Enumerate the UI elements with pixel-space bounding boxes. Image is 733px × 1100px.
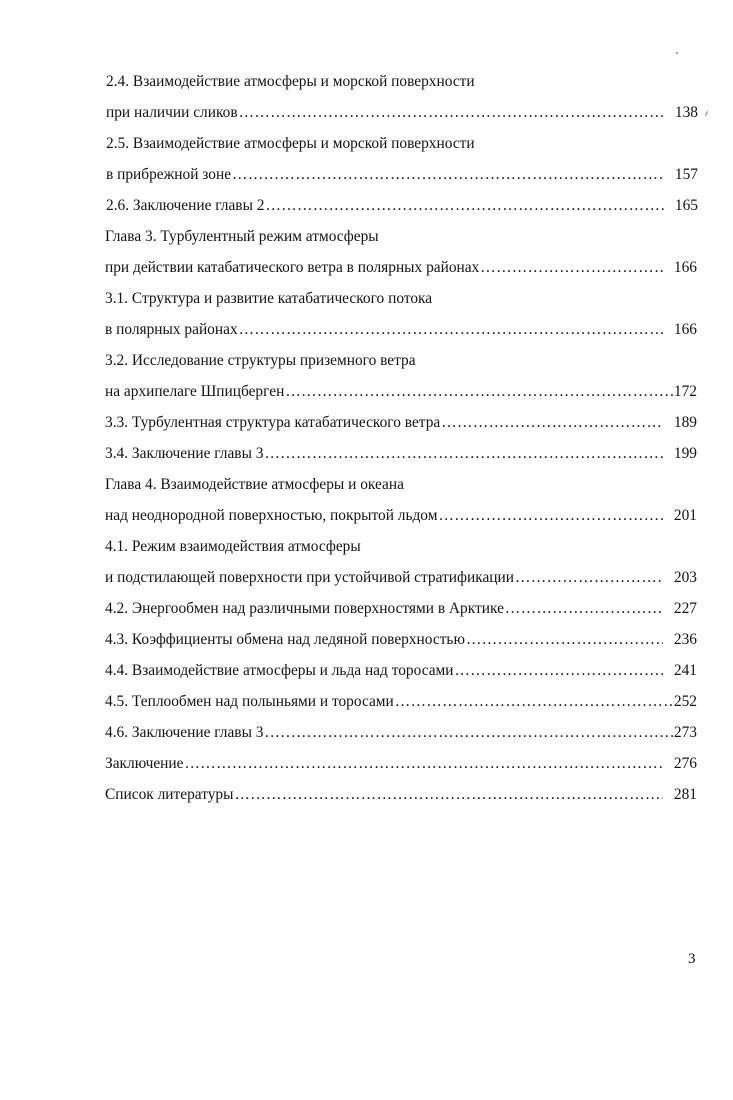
- toc-entry-title: 4.5. Теплообмен над полыньями и торосами: [105, 693, 394, 710]
- leader-dots: [441, 407, 663, 438]
- toc-entry-title: 4.2. Энергообмен над различными поверхностями в Арктике: [105, 600, 504, 617]
- toc-page-number: 281: [673, 786, 697, 803]
- leader-dots: [505, 593, 663, 624]
- toc-page-number: 138: [674, 104, 698, 121]
- toc-entry-title: 3.4. Заключение главы 3: [105, 445, 264, 462]
- toc-entry-title: 4.3. Коэффициенты обмена над ледяной поверхностью: [105, 631, 465, 648]
- toc-page-number: 157: [674, 166, 698, 183]
- scan-speck: [705, 111, 708, 116]
- toc-entry-title: 4.6. Заключение главы 3: [105, 724, 264, 741]
- toc-entry: [105, 779, 697, 810]
- toc-heading: [105, 221, 697, 252]
- leader-dots: [239, 97, 664, 128]
- toc-entry: [105, 686, 697, 717]
- leader-dots: [234, 779, 663, 810]
- toc-heading: [105, 345, 697, 376]
- leader-dots: [232, 159, 664, 190]
- toc-entry: [105, 562, 697, 593]
- toc-entry-title: 2.5. Взаимодействие атмосферы и морской поверхности: [106, 135, 475, 152]
- toc-page-number: 199: [673, 445, 697, 462]
- toc-entry: [105, 438, 697, 469]
- toc-entry: [106, 159, 698, 190]
- leader-dots: [395, 686, 674, 717]
- toc-entry: [105, 655, 697, 686]
- leader-dots: [265, 190, 664, 221]
- toc-entry: [105, 748, 697, 779]
- toc-entry-title: на архипелаге Шпицберген: [105, 383, 285, 400]
- page-number: 3: [688, 951, 696, 967]
- toc-page-number: 172: [673, 383, 697, 400]
- toc-entry: [105, 314, 697, 345]
- toc-entry-title: 2.6. Заключение главы 2: [106, 197, 265, 214]
- toc-page-number: 227: [673, 600, 697, 617]
- toc-entry-title: Заключение: [105, 755, 184, 772]
- leader-dots: [515, 562, 663, 593]
- toc-entry: [105, 376, 697, 407]
- table-of-contents: [105, 66, 697, 810]
- leader-dots: [455, 655, 663, 686]
- toc-entry: [105, 624, 697, 655]
- toc-page-number: 201: [673, 507, 697, 524]
- leader-dots: [480, 252, 663, 283]
- leader-dots: [185, 748, 664, 779]
- toc-page-number: 273: [673, 724, 697, 741]
- toc-page-number: 189: [673, 414, 697, 431]
- toc-entry-title: над неоднородной поверхностью, покрытой льдом: [105, 507, 438, 524]
- toc-entry-title: Глава 3. Турбулентный режим атмосферы: [105, 228, 379, 245]
- toc-entry-title: Список литературы: [105, 786, 234, 803]
- toc-entry: [105, 593, 697, 624]
- toc-entry-title: 3.2. Исследование структуры приземного ветра: [105, 352, 416, 369]
- toc-entry-title: при действии катабатического ветра в полярных районах: [105, 259, 480, 276]
- toc-entry-title: в прибрежной зоне: [106, 166, 232, 183]
- leader-dots: [438, 500, 663, 531]
- toc-entry: [105, 717, 697, 748]
- toc-entry-title: 3.1. Структура и развитие катабатического потока: [105, 290, 433, 307]
- toc-page-number: 236: [673, 631, 697, 648]
- leader-dots: [239, 314, 663, 345]
- toc-entry-title: 2.4. Взаимодействие атмосферы и морской поверхности: [106, 73, 475, 90]
- toc-page-number: 276: [673, 755, 697, 772]
- toc-entry-title: 4.4. Взаимодействие атмосферы и льда над торосами: [105, 662, 454, 679]
- toc-entry-title: 3.3. Турбулентная структура катабатического ветра: [105, 414, 441, 431]
- toc-entry-title: в полярных районах: [105, 321, 238, 338]
- toc-page-number: 203: [673, 569, 697, 586]
- toc-page-number: 165: [674, 197, 698, 214]
- toc-page-number: 166: [673, 259, 697, 276]
- toc-entry: [105, 252, 697, 283]
- toc-entry-title: при наличии сликов: [106, 104, 238, 121]
- leader-dots: [285, 376, 674, 407]
- toc-page-number: 241: [673, 662, 697, 679]
- leader-dots: [466, 624, 663, 655]
- toc-entry: [106, 97, 698, 128]
- scan-speck: [676, 52, 678, 54]
- toc-heading: [106, 128, 698, 159]
- toc-entry-title: Глава 4. Взаимодействие атмосферы и океана: [105, 476, 404, 493]
- toc-entry: [106, 190, 698, 221]
- leader-dots: [264, 438, 663, 469]
- toc-entry-title: и подстилающей поверхности при устойчивой стратификации: [105, 569, 515, 586]
- toc-heading: [105, 469, 697, 500]
- toc-page-number: 252: [673, 693, 697, 710]
- leader-dots: [264, 717, 673, 748]
- toc-entry: [105, 500, 697, 531]
- toc-entry: [105, 407, 697, 438]
- toc-page-number: 166: [673, 321, 697, 338]
- toc-heading: [106, 66, 698, 97]
- toc-entry-title: 4.1. Режим взаимодействия атмосферы: [105, 538, 361, 555]
- toc-heading: [105, 283, 697, 314]
- toc-heading: [105, 531, 697, 562]
